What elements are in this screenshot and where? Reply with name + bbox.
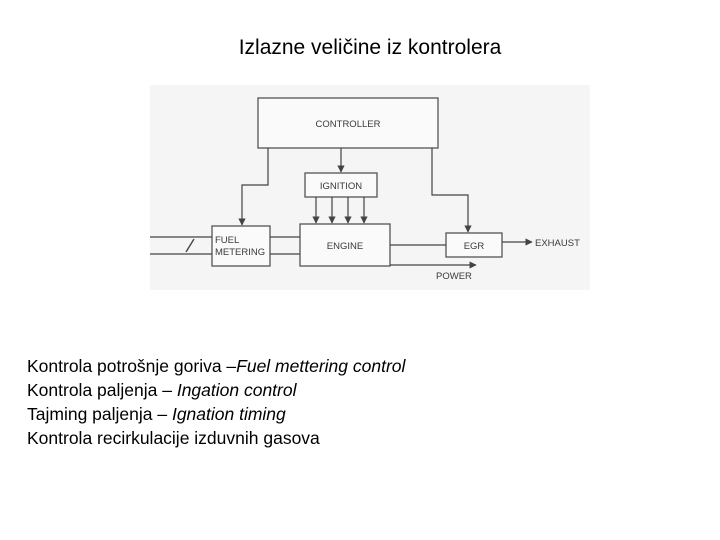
- bullet-egr-control-text: Kontrola recirkulacije izduvnih gasova: [27, 428, 320, 448]
- bullet-ignition-timing-text: Tajming paljenja –: [27, 404, 172, 424]
- controller-label: CONTROLLER: [315, 119, 381, 130]
- fuel-metering-label-line1: FUEL: [215, 235, 240, 246]
- bullet-ignition-control-italic: Ingation control: [176, 380, 297, 400]
- fuel-metering-label-line2: METERING: [215, 247, 266, 258]
- bullet-ignition-timing-italic: Ignation timing: [171, 404, 286, 424]
- exhaust-label: EXHAUST: [535, 238, 580, 249]
- bullet-fuel-metering-italic: Fuel mettering control: [236, 356, 406, 376]
- power-label: POWER: [436, 271, 472, 282]
- bullet-fuel-metering-text: Kontrola potrošnje goriva –: [27, 356, 237, 376]
- engine-control-block-diagram: [150, 85, 590, 290]
- bullet-ignition-control-text: Kontrola paljenja –: [27, 380, 177, 400]
- egr-label: EGR: [463, 241, 485, 252]
- bullet-ignition-timing: [27, 402, 405, 426]
- slide-title: Izlazne veličine iz kontrolera: [238, 36, 502, 59]
- bullet-ignition-control: [27, 378, 405, 402]
- bullet-fuel-metering: [27, 354, 405, 378]
- fuel-metering-box: [212, 226, 270, 266]
- bullet-list: [27, 354, 405, 450]
- bullet-egr-control: [27, 426, 405, 450]
- ignition-label: IGNITION: [319, 181, 363, 192]
- engine-label: ENGINE: [326, 241, 364, 252]
